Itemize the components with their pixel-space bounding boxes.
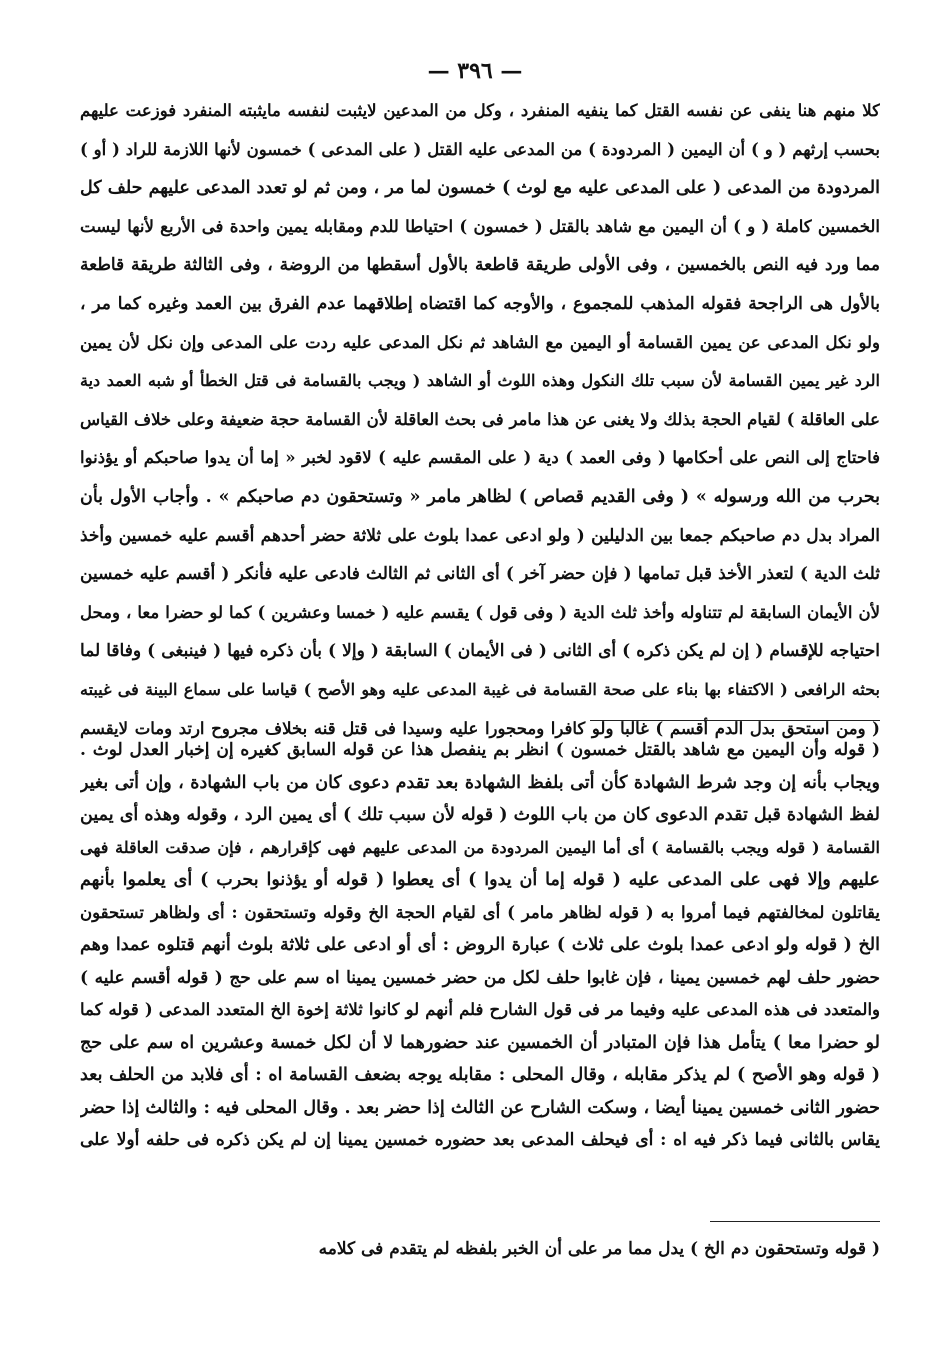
main-text-line: بحرب من الله ورسوله » ( وفى القديم قصاص ) لظاهر مامر « وتستحقون دم صاحبكم » . وأجاب الأول بأن (80, 486, 880, 507)
commentary-line: حضور الثانى خمسين يمينا أيضا ، وسكت الشارح عن الثالث إذا حضر بعد . وقال المحلى فيه : والثالث إذا حضر (80, 1097, 880, 1118)
commentary-line: الخ ( قوله ولو ادعى عمدا بلوث على ثلاث ) عبارة الروض : أى أو ادعى على ثلاثة بلوث أنهم قتلوه عمدا وهم (80, 935, 880, 955)
main-text-line: الرد غير يمين القسامة لأن سبب تلك النكول وهذه اللوث أو الشاهد ( ويجب بالقسامة فى قتل الخطأ أو شبه العمد دية (80, 371, 880, 391)
main-text-line: المردودة من المدعى ( على المدعى عليه مع لوث ) خمسون لما مر ، ومن ثم لو تعدد المدعى عليهم حلف كل (80, 178, 880, 199)
commentary-line: القسامة ( قوله ويجب بالقسامة ) أى أما اليمين المردودة من المدعى عليهم فهى كإقرارهم ، فإن صدقت العاقلة فهى (80, 837, 880, 857)
commentary-text (80, 734, 880, 1157)
section-divider (590, 720, 880, 721)
main-text-line: الخمسين كاملة ( و ) أن اليمين مع شاهد بالقتل ( خمسون ) احتياطا للدم ومقابله يمين واحدة فى الأربع لأنها ليست (80, 216, 880, 236)
commentary-line: ( قوله وأن اليمين مع شاهد بالقتل خمسون ) انظر بم ينفصل هذا عن قوله السابق كغيره إن إخبار العدل لوث . (80, 740, 880, 760)
commentary-line: يقاس بالثانى فيما ذكر فيه اه : أى فيحلف المدعى بعد حضوره خمسين يمينا إن لم يكن ذكره فى حلفه أولا على (80, 1130, 880, 1150)
commentary-line: يقاتلون لمخالفتهم فيما أمروا به ( قوله لظاهر مامر ) أى لقيام الحجة الخ وقوله وتستحقون : أى ولظاهر تستحقون (80, 902, 880, 922)
commentary-line: لو حضرا معا ) يتأمل هذا فإن المتبادر أن الخمسين عند حضورهما لا أن لكل خمسة وعشرين اه سم على حج (80, 1032, 880, 1053)
main-text-line: ثلث الدية ) لتعذر الأخذ قبل تمامها ( فإن حضر آخر ) أى الثانى ثم الثالث فادعى عليه فأنكر ( أقسم عليه خمسين (80, 564, 880, 585)
main-text-line: ( ومن استحق بدل الدم أقسم ) غالبا ولو كافرا ومحجورا عليه وسيدا فى قتل قنه بخلاف مجروح ارتد ومات لايقسم (80, 718, 880, 738)
commentary-line: والمتعدد فى هذه المدعى عليه وفيما مر فى قول الشارح فلم أنهم لو كانوا ثلاثة إخوة الخ المتعدد المدعى ( قوله كما (80, 1000, 880, 1019)
main-text-line: فاحتاج إلى النص على أحكامها ( وفى العمد ) دية ( على المقسم عليه ) لاقود لخبر « إما أن يدوا صاحبكم أو يؤذنوا (80, 448, 880, 468)
main-text-line: على العاقلة ) لقيام الحجة بذلك ولا يغنى عن هذا مامر فى بحث العاقلة لأن القسامة حجة ضعيفة وعلى خلاف القياس (80, 409, 880, 429)
footnote-line: ( قوله وتستحقون دم الخ ) يدل مما مر على أن الخبر بلفظه لم يتقدم فى كلامه (318, 1239, 880, 1259)
main-text-line: لأن الأيمان السابقة لم تتناوله وأخذ ثلث الدية ( وفى قول ) يقسم عليه ( خمسا وعشرين ) كما لو حضرا معا ، ومحل (80, 602, 880, 622)
main-text-line: كلا منهم هنا ينفى عن نفسه القتل كما ينفيه المنفرد ، وكل من المدعين لايثبت لنفسه مايثبته المنفرد فوزعت عليهم (80, 101, 880, 120)
main-text-line: بالأول هى الراجحة فقوله المذهب للمجموع ، والأوجه كما اقتضاه إطلاقهما عدم الفرق بين العمد وغيره كما مر ، (80, 293, 880, 314)
main-text-line: احتياجه للإقسام ( إن لم يكن ذكره ) أى الثانى ( فى الأيمان ) السابقة ( وإلا ) بأن ذكره فيها ( فينبغى ) وفاقا لما (80, 641, 880, 662)
page-number: — ٣٩٦ — (427, 58, 523, 84)
main-text-line: ولو نكل المدعى عن يمين القسامة أو اليمين مع الشاهد ثم نكل المدعى عليه ردت على المدعى وإن نكل لأن يمين (80, 332, 880, 352)
main-text-line: بحثه الرافعى ( الاكتفاء بها بناء على صحة القسامة فى غيبة المدعى عليه وهو الأصح ) قياسا على سماع البينة فى غيبته (80, 679, 880, 699)
commentary-line: لفظ الشهادة قبل تقدم الدعوى كان من باب اللوث ( قوله لأن سبب تلك ) أى يمين الرد ، وقوله وهذه أى يمين (80, 805, 880, 825)
main-text (80, 92, 880, 748)
main-text-line: بحسب إرثهم ( و ) أن اليمين ( المردودة ) من المدعى عليه القتل ( على المدعى ) خمسون لأنها اللازمة للراد ( أو ) (80, 139, 880, 159)
main-text-line: مما ورد فيه النص بالخمسين ، وفى الأولى طريقة قاطعة بالأول أسقطها من الروضة ، وفى الثالثة طريقة قاطعة (80, 255, 880, 276)
commentary-line: عليهم وإلا فهى على المدعى عليه ( قوله إما أن يدوا ) أى يعطوا ( قوله أو يؤذنوا بحرب ) أى يعلموا بأنهم (80, 870, 880, 890)
commentary-line: حضور حلف لهم خمسين يمينا ، فإن غابوا حلف لكل من حضر خمسين يمينا اه سم على حج ( قوله أقسم عليه ) (80, 967, 880, 988)
commentary-line: ( قوله وهو الأصح ) لم يذكر مقابله ، وقال المحلى : مقابله يوجه بضعف القسامة اه : أى فلابد من الحلف بعد (80, 1065, 880, 1085)
commentary-line: ويجاب بأنه إن وجد شرط الشهادة كأن أتى بلفظ الشهادة بعد تقدم دعوى كان من باب الشهادة ، وإن أتى بغير (80, 772, 880, 793)
footnote-divider (710, 1221, 880, 1222)
main-text-line: المراد بدل دم صاحبكم جمعا بين الدليلين ( ولو ادعى عمدا بلوث على ثلاثة حضر أحدهم أقسم عليه خمسين وأخذ (80, 525, 880, 546)
footnote-text (80, 1232, 880, 1266)
